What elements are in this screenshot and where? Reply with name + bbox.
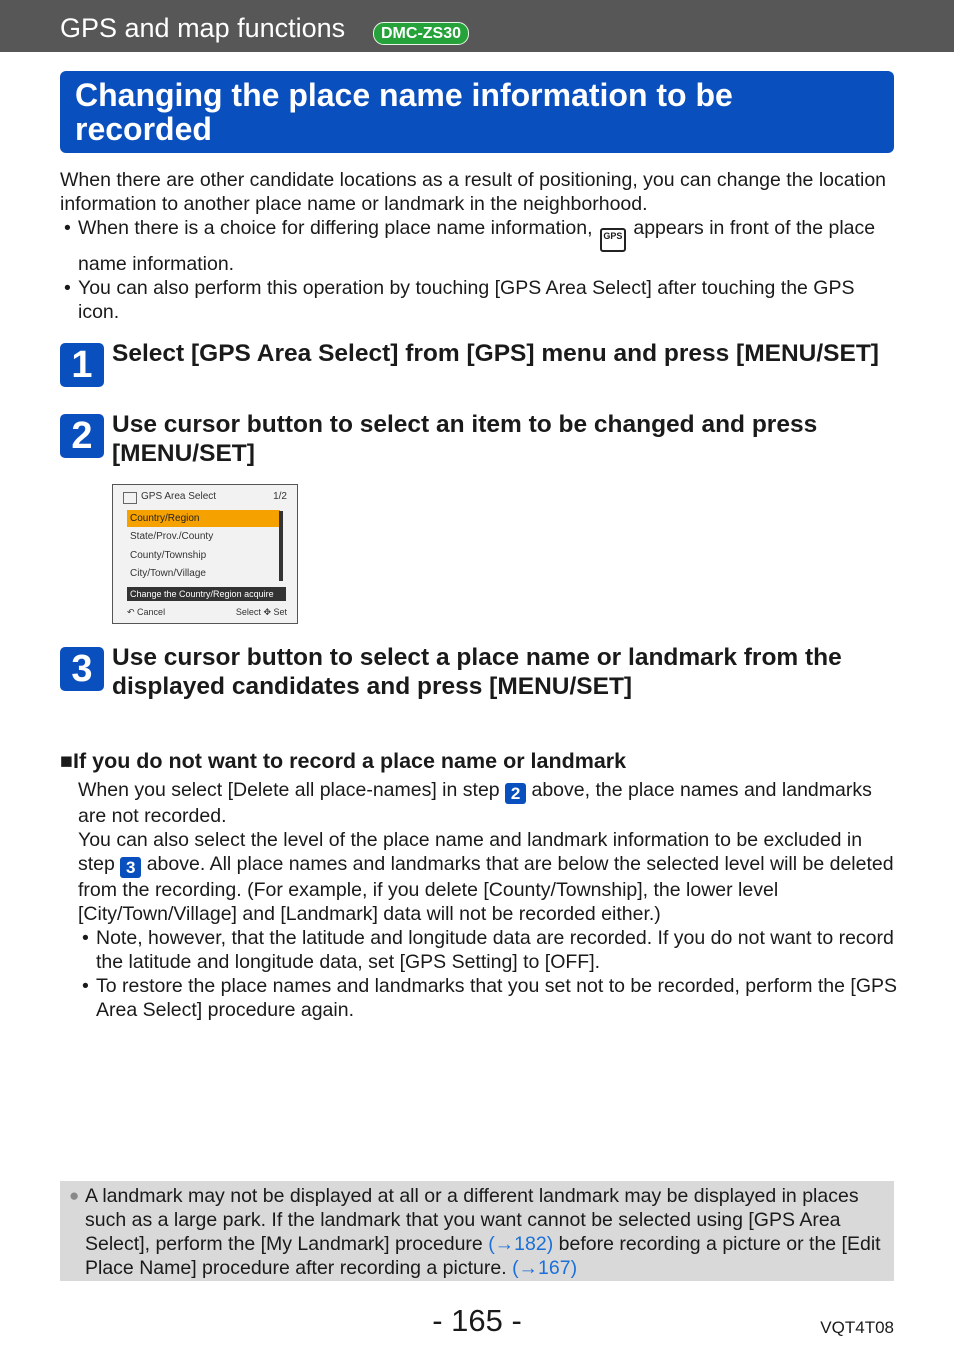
screen-select-set: Select ✥ Set <box>235 607 287 617</box>
note-sub2-text: To restore the place names and landmarks that you set not to be recorded, perform the [GPS Area Select] procedure again. <box>96 975 898 1021</box>
bullet-dot: • <box>64 277 71 299</box>
note-sub-bullet-2 <box>78 974 900 1022</box>
step-1 <box>60 339 900 401</box>
memo-box <box>60 1181 894 1281</box>
title-banner <box>60 71 894 153</box>
select-label: Select <box>235 607 261 617</box>
screen-header <box>123 491 289 507</box>
bullet-dot: • <box>64 217 71 239</box>
intro-bullet-2 <box>60 276 900 324</box>
page-number: - 165 - <box>432 1303 522 1338</box>
screen-scrollbar <box>279 511 283 581</box>
bullet-2-text: You can also perform this operation by touching [GPS Area Select] after touching the GPS icon. <box>78 277 855 323</box>
note-paragraph-2 <box>78 828 900 926</box>
step-1-text: Select [GPS Area Select] from [GPS] menu and press [MENU/SET] <box>112 340 879 367</box>
screen-item: County/Township <box>130 550 207 561</box>
step-number-1: 1 <box>60 343 104 387</box>
bullet-dot: • <box>82 927 89 949</box>
screen-title: GPS Area Select <box>141 491 217 502</box>
screen-hint: Change the Country/Region acquire <box>127 587 286 601</box>
note-p1-pre: When you select [Delete all place-names] in step <box>78 779 500 801</box>
note-sub1-text: Note, however, that the latitude and longitude data are recorded. If you do not want to record the latitude and longitude data, set [GPS Setting] to [OFF]. <box>96 927 894 973</box>
step-ref-2: 2 <box>505 783 526 804</box>
intro-bullet-1 <box>60 216 900 276</box>
note-paragraph-1 <box>78 778 900 828</box>
intro-section <box>60 168 900 324</box>
bullet-1-post: appears in front of the place name information. <box>78 217 876 275</box>
screen-cancel: ↶ Cancel <box>127 607 166 617</box>
screen-item: City/Town/Village <box>130 568 206 579</box>
cancel-label: Cancel <box>137 607 166 617</box>
screen-page: 1/2 <box>273 491 287 502</box>
scroll-thumb <box>279 511 283 581</box>
step-2-text: Use cursor button to select an item to be changed and press [MENU/SET] <box>112 411 818 467</box>
step-number-2: 2 <box>60 414 104 458</box>
step-3-text: Use cursor button to select a place name or landmark from the displayed candidates and press [MENU/SET] <box>112 644 842 700</box>
link-page-182[interactable]: (→182) <box>488 1233 554 1255</box>
camera-screen-image <box>112 484 298 624</box>
note-section <box>60 748 900 1022</box>
note-body <box>60 778 900 1022</box>
step-ref-3: 3 <box>120 857 141 878</box>
section-title: GPS and map functions <box>60 13 346 43</box>
step-3 <box>60 643 900 705</box>
document-code: VQT4T08 <box>820 1318 894 1337</box>
screen-footer <box>127 607 287 621</box>
memo-bullet-icon: ● <box>69 1186 80 1205</box>
link-page-167[interactable]: (→167) <box>512 1257 578 1279</box>
note-heading-text: If you do not want to record a place name or landmark <box>73 749 627 773</box>
intro-text: When there are other candidate locations as a result of positioning, you can change the location information to another place name or landmark in the neighborhood. <box>60 169 887 215</box>
gps-select-icon: GPS <box>600 228 626 252</box>
top-bar <box>0 0 954 52</box>
bullet-dot: • <box>82 975 89 997</box>
model-badge: DMC-ZS30 <box>373 22 469 45</box>
step-number-3: 3 <box>60 647 104 691</box>
step-2 <box>60 410 900 472</box>
note-p2-post: above. All place names and landmarks that are below the selected level will be deleted from the recording. (For example, if you delete [County/Township], the lower level [City/Town/Village] and [Landmark] data will not be recorded either.) <box>78 853 894 925</box>
note-heading <box>60 748 900 774</box>
screen-item: State/Prov./County <box>130 531 214 542</box>
memo-text-2: before recording a picture or the [Edit Place Name] procedure after recording a picture. <box>85 1233 881 1279</box>
note-p2-pre: You can also select the level of the place name and landmark information to be excluded in step <box>78 829 863 875</box>
note-sub-bullet-1 <box>78 926 900 974</box>
set-label: Set <box>273 607 287 617</box>
bullet-1-pre: When there is a choice for differing place name information, <box>78 217 593 239</box>
note-p1-post: above, the place names and landmarks are not recorded. <box>78 779 872 827</box>
screen-item: Country/Region <box>127 510 280 527</box>
gps-menu-icon <box>123 492 137 504</box>
memo-text-1: A landmark may not be displayed at all or a different landmark may be displayed in places such as a large park. If the landmark that you want cannot be selected using [GPS Area Select], perform the [My Landmark] procedure <box>85 1185 859 1255</box>
square-bullet-icon: ■ <box>60 749 73 773</box>
page-title: Changing the place name information to be recorded <box>75 77 733 147</box>
